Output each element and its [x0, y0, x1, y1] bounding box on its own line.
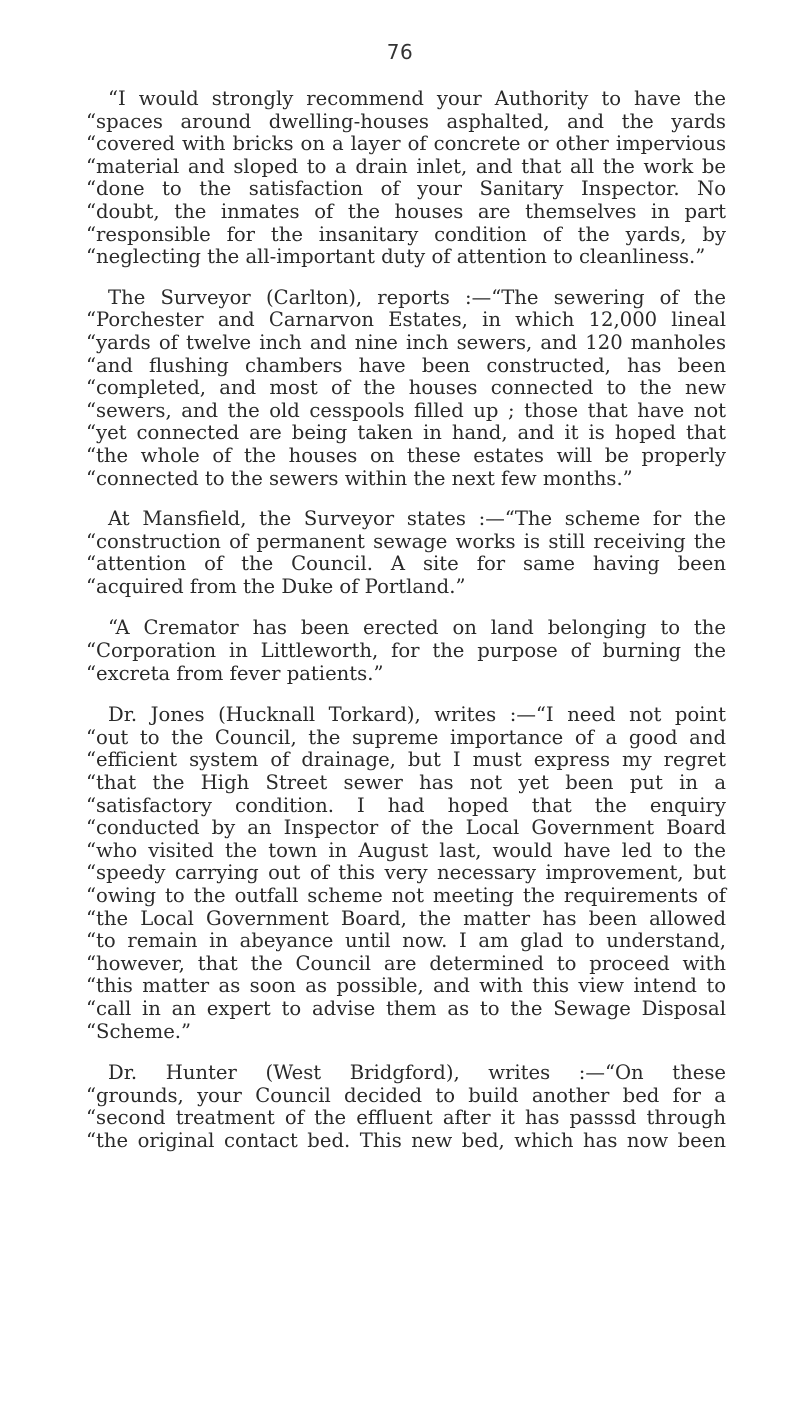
paragraph-hucknall-torkard [86, 704, 726, 1043]
text-line: “second treatment of the effluent after it has passsd through [86, 1106, 726, 1130]
text-line: “done to the satisfaction of your Sanitary Inspector. No [86, 177, 726, 201]
text-line: “to remain in abeyance until now. I am glad to understand, [86, 929, 726, 953]
page-number: 76 [386, 40, 414, 64]
text-line: “who visited the town in August last, would have led to the [86, 838, 726, 862]
text-line: “construction of permanent sewage works is still receiving the [86, 529, 726, 553]
text-line: “doubt, the inmates of the houses are themselves in part [86, 199, 726, 223]
text-line: “this matter as soon as possible, and with this view intend to [86, 974, 726, 998]
text-line: “Porchester and Carnarvon Estates, in which 12,000 lineal [86, 308, 726, 332]
text-line: Dr. Hunter (West Bridgford), writes :—“On these [108, 1061, 726, 1085]
text-line: At Mansfield, the Surveyor states :—“The scheme for the [108, 507, 726, 531]
text-line: “call in an expert to advise them as to the Sewage Disposal [86, 996, 726, 1020]
text-line: “spaces around dwelling-houses asphalted, and the yards [86, 109, 726, 133]
text-line: “yet connected are being taken in hand, and it is hoped that [86, 421, 726, 445]
text-line: “the whole of the houses on these estates will be properly [86, 443, 726, 467]
text-line: “however, that the Council are determined to proceed with [86, 951, 726, 975]
text-line: Dr. Jones (Hucknall Torkard), writes :—“I need not point [108, 703, 726, 727]
paragraph-cremator [86, 617, 726, 685]
text-line: “Corporation in Littleworth, for the purpose of burning the [86, 639, 726, 663]
text-line: “that the High Street sewer has not yet been put in a [86, 771, 726, 795]
text-line: “neglecting the all-important duty of attention to cleanliness.” [86, 245, 706, 269]
text-line: “out to the Council, the supreme importance of a good and [86, 725, 726, 749]
text-line: “acquired from the Duke of Portland.” [86, 574, 466, 598]
text-line: “covered with bricks on a layer of concrete or other impervious [86, 132, 726, 156]
text-line: “efficient system of drainage, but I must express my regret [86, 748, 726, 772]
text-line: “grounds, your Council decided to build another bed for a [86, 1083, 726, 1107]
text-line: “sewers, and the old cesspools filled up ; those that have not [86, 398, 726, 422]
text-line: “satisfactory condition. I had hoped that the enquiry [86, 793, 726, 817]
text-line: “and flushing chambers have been constructed, has been [86, 353, 726, 377]
text-line: “connected to the sewers within the next few months.” [86, 466, 633, 490]
text-line: “attention of the Council. A site for same having been [86, 552, 726, 576]
paragraph-mansfield [86, 508, 726, 598]
text-line: “responsible for the insanitary condition of the yards, by [86, 222, 726, 246]
text-line: “yards of twelve inch and nine inch sewers, and 120 manholes [86, 330, 726, 354]
text-line: “owing to the outfall scheme not meeting the requirements of [86, 884, 726, 907]
text-line: “the original contact bed. This new bed, which has now been [86, 1128, 726, 1152]
text-line: “A Cremator has been erected on land belonging to the [108, 616, 726, 640]
paragraph-carlton-surveyor [86, 287, 726, 490]
text-line: “completed, and most of the houses connected to the new [86, 376, 726, 400]
text-line: “I would strongly recommend your Authority to have the [108, 87, 726, 110]
paragraph-west-bridgford [86, 1062, 726, 1152]
text-line: “speedy carrying out of this very necessary improvement, but [86, 861, 726, 885]
text-line: “conducted by an Inspector of the Local Government Board [86, 816, 726, 840]
text-line: “Scheme.” [86, 1019, 192, 1043]
text-line: “material and sloped to a drain inlet, and that all the work be [86, 154, 726, 178]
body-text [86, 88, 726, 1173]
paragraph-recommendation [86, 88, 726, 269]
text-line: The Surveyor (Carlton), reports :—“The sewering of the [108, 285, 726, 309]
text-line: “the Local Government Board, the matter has been allowed [86, 906, 726, 930]
text-line: “excreta from fever patients.” [86, 661, 384, 685]
